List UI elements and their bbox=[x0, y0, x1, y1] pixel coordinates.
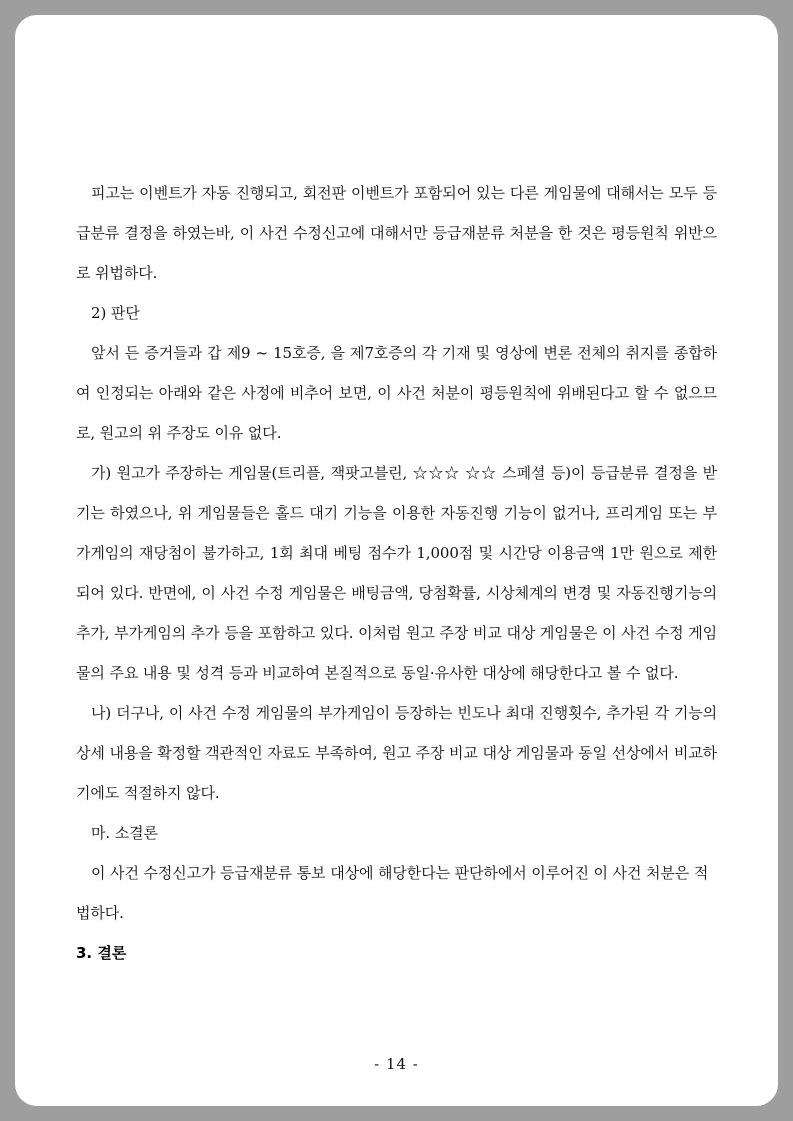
paragraph-judgment: 앞서 든 증거들과 갑 제9 ~ 15호증, 을 제7호증의 각 기재 및 영상에 변론 전체의 취지를 종합하여 인정되는 아래와 같은 사정에 비추어 보면, 이 사건 처분이 평등원칙에 위배된다고 할 수 없으므로, 원고의 위 주장도 이유 없다. bbox=[76, 344, 717, 442]
document-body bbox=[76, 173, 717, 973]
subheading-summary: 마. 소결론 bbox=[91, 824, 158, 842]
subheading-judgment: 2) 판단 bbox=[91, 304, 140, 322]
paragraph-item-ga: 가) 원고가 주장하는 게임물(트리플, 잭팟고블린, ☆☆☆ ☆☆ 스페셜 등)이 등급분류 결정을 받기는 하였으나, 위 게임물들은 홀드 대기 기능을 이용한 자동진행 기능이 없거나, 프리게임 또는 부가게임의 재당첨이 불가하고, 1회 최대 베팅 점수가 1,000점 및 시간당 이용금액 1만 원으로 제한되어 있다. 반면에, 이 사건 수정 게임물은 배팅금액, 당첨확률, 시상체계의 변경 및 자동진행기능의 추가, 부가게임의 추가 등을 포함하고 있다. 이처럼 원고 주장 비교 대상 게임물은 이 사건 수정 게임물의 주요 내용 및 성격 등과 비교하여 본질적으로 동일·유사한 대상에 해당한다고 볼 수 없다. bbox=[76, 464, 717, 682]
paragraph-claim: 피고는 이벤트가 자동 진행되고, 회전판 이벤트가 포함되어 있는 다른 게임물에 대해서는 모두 등급분류 결정을 하였는바, 이 사건 수정신고에 대해서만 등급재분류 처분을 한 것은 평등원칙 위반으로 위법하다. bbox=[76, 184, 717, 282]
paragraph-summary: 이 사건 수정신고가 등급재분류 통보 대상에 해당한다는 판단하에서 이루어진 이 사건 처분은 적법하다. bbox=[76, 864, 709, 922]
document-page bbox=[15, 15, 778, 1106]
section-heading-conclusion: 3. 결론 bbox=[76, 944, 127, 962]
page-number: - 14 - bbox=[374, 1055, 419, 1073]
paragraph-item-na: 나) 더구나, 이 사건 수정 게임물의 부가게임이 등장하는 빈도나 최대 진행횟수, 추가된 각 기능의 상세 내용을 확정할 객관적인 자료도 부족하여, 원고 주장 비교 대상 게임물과 동일 선상에서 비교하기에도 적절하지 않다. bbox=[76, 704, 717, 802]
